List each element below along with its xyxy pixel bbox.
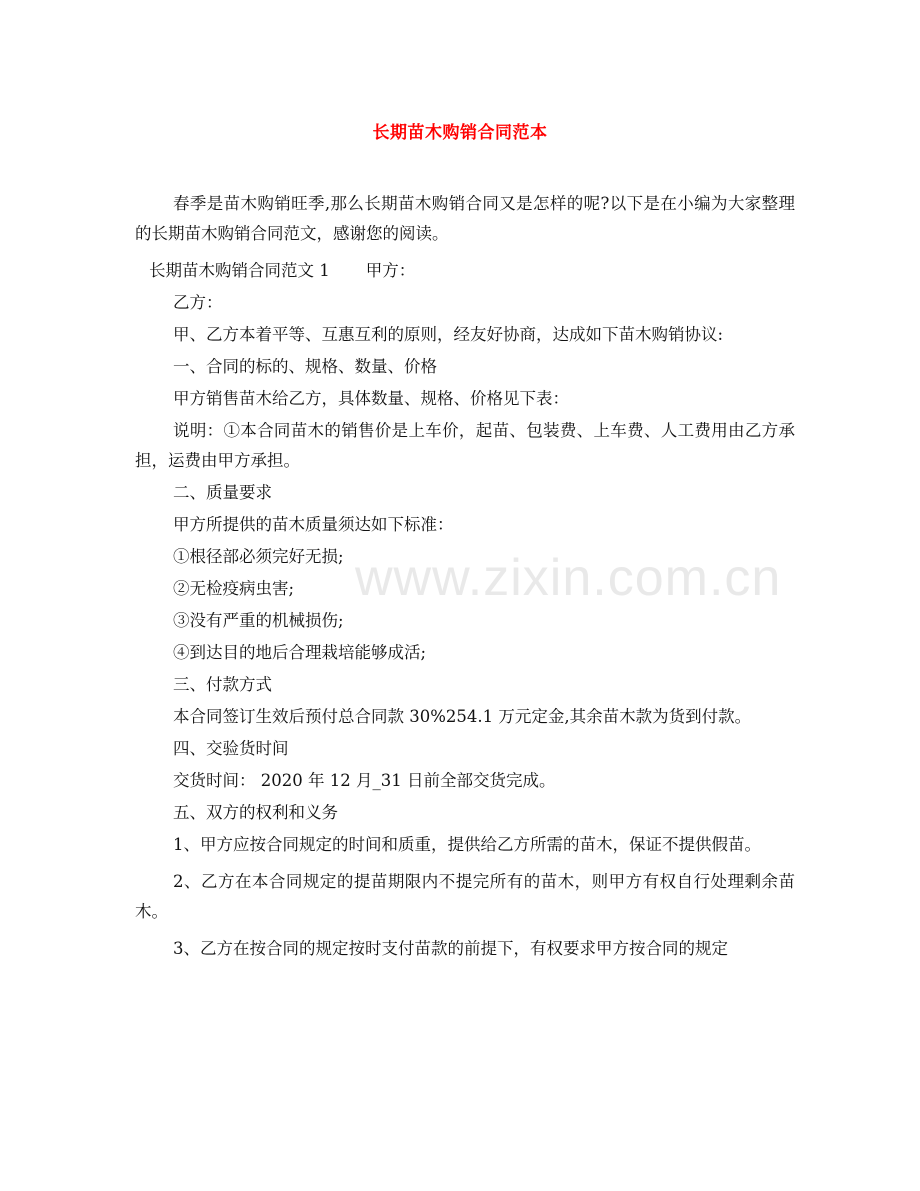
page-title: 长期苗木购销合同范本	[372, 123, 548, 143]
intro-paragraph: 春季是苗木购销旺季,那么长期苗木购销合同又是怎样的呢?以下是在小编为大家整理的长期苗木购销合同范文，感谢您的阅读。	[135, 194, 795, 243]
section-5-item-2: 2、乙方在本合同规定的提苗期限内不提完所有的苗木，则甲方有权自行处理剩余苗木。	[135, 872, 795, 921]
section-5-item-3: 3、乙方在按合同的规定按时支付苗款的前提下，有权要求甲方按合同的规定	[173, 939, 728, 958]
section-1-heading: 一、合同的标的、规格、数量、价格	[173, 357, 437, 376]
section-5-heading: 五、双方的权利和义务	[173, 803, 338, 822]
contract-subtitle: 长期苗木购销合同范文 1	[149, 261, 330, 280]
contract-heading-line	[135, 256, 795, 286]
principle-paragraph: 甲、乙方本着平等、互惠互利的原则，经友好协商，达成如下苗木购销协议:	[173, 325, 724, 344]
quality-item-2: ②无检疫病虫害;	[173, 579, 295, 598]
quality-item-1: ①根径部必须完好无损;	[173, 547, 344, 566]
section-4-heading: 四、交验货时间	[173, 739, 289, 758]
section-5-item-1: 1、甲方应按合同规定的时间和质重，提供给乙方所需的苗木，保证不提供假苗。	[173, 835, 761, 854]
quality-item-3: ③没有严重的机械损伤;	[173, 611, 344, 630]
document-body	[135, 189, 795, 971]
section-3-heading: 三、付款方式	[173, 675, 272, 694]
party-b-label: 乙方：	[173, 293, 223, 312]
section-4-text: 交货时间： 2020 年 12 月_31 日前全部交货完成。	[173, 771, 556, 790]
note-paragraph: 说明：①本合同苗木的销售价是上车价，起苗、包装费、上车费、人工费用由乙方承担，运费由甲方承担。	[135, 421, 795, 470]
section-1-text: 甲方销售苗木给乙方，具体数量、规格、价格见下表：	[173, 389, 569, 408]
watermark: www.zixin.com.cn	[355, 549, 782, 607]
quality-item-4: ④到达目的地后合理栽培能够成活;	[173, 643, 427, 662]
section-3-text: 本合同签订生效后预付总合同款 30%254.1 万元定金,其余苗木款为货到付款。	[173, 707, 752, 726]
section-2-text: 甲方所提供的苗木质量须达如下标准：	[173, 515, 454, 534]
section-2-heading: 二、质量要求	[173, 483, 272, 502]
party-a-label: 甲方：	[365, 261, 416, 280]
